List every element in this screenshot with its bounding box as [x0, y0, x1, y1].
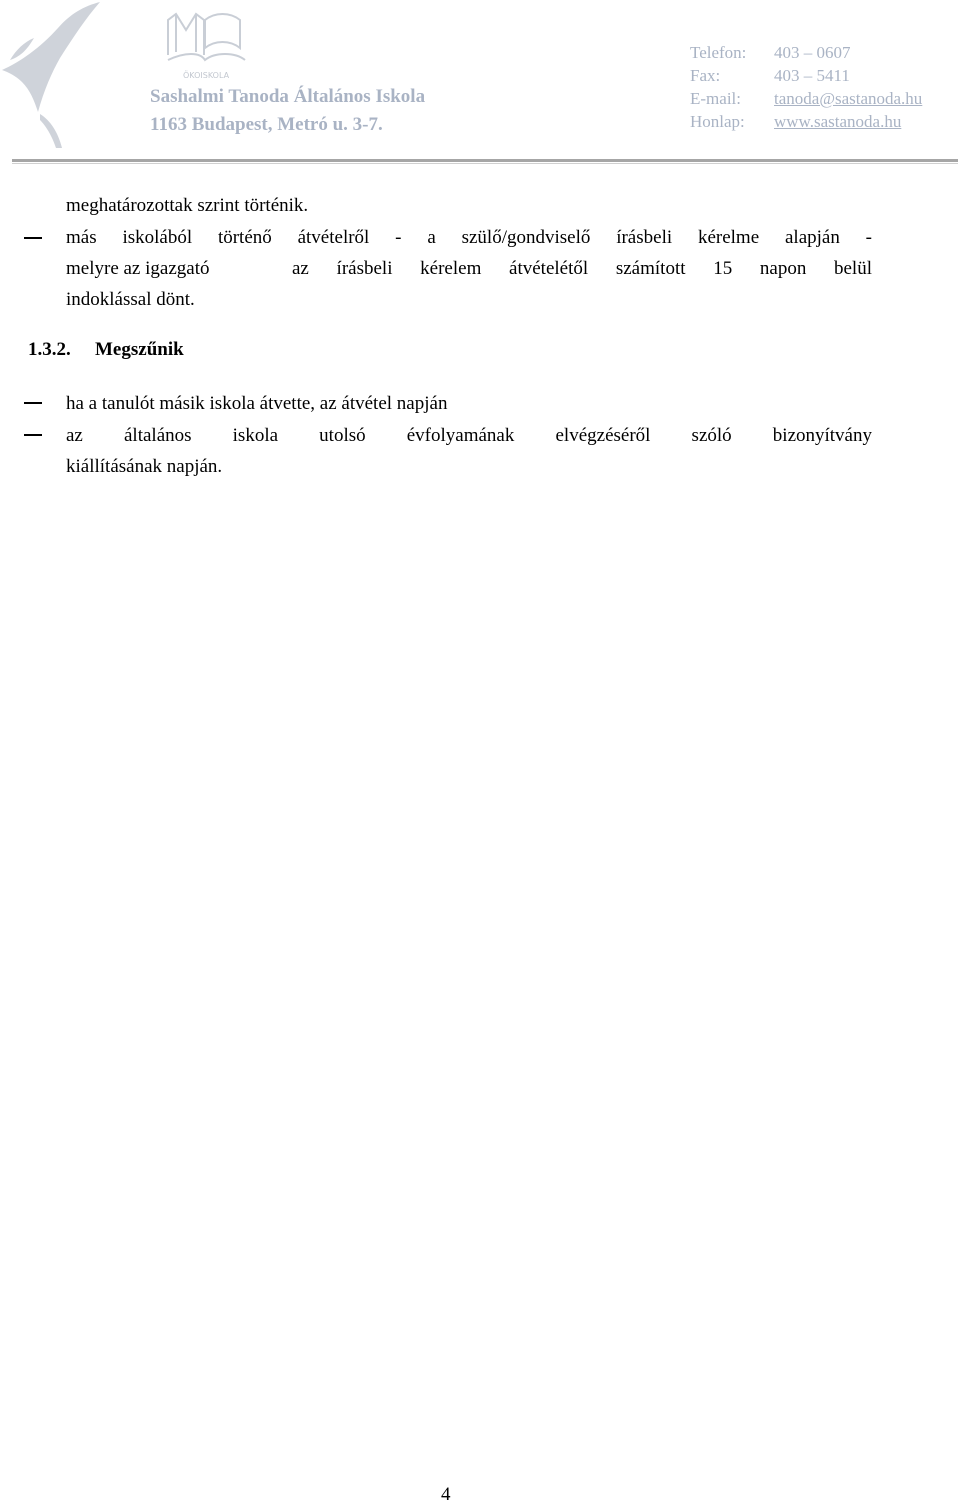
header-divider	[12, 159, 958, 162]
contact-value: 403 – 0607	[774, 43, 851, 62]
paragraph-line: más iskolából történő átvételről - a szülő/gondviselő írásbeli kérelme alapján -	[66, 227, 872, 248]
dash-bullet	[24, 434, 42, 436]
dash-bullet	[24, 402, 42, 404]
school-address: 1163 Budapest, Metró u. 3-7.	[150, 114, 383, 135]
contact-label: Fax:	[690, 66, 721, 85]
contact-website	[690, 110, 922, 133]
paragraph-line: melyre az igazgató	[66, 258, 210, 279]
dash-bullet	[24, 237, 42, 239]
swallow-bird-icon	[2, 2, 100, 148]
contact-fax	[690, 64, 922, 87]
contact-phone	[690, 41, 922, 64]
contact-email	[690, 87, 922, 110]
paragraph-line: indoklással dönt.	[66, 289, 195, 310]
section-number: 1.3.2.	[28, 339, 71, 360]
contact-label: Telefon:	[690, 43, 747, 62]
contact-label: E-mail:	[690, 89, 741, 108]
paragraph-line: meghatározottak szrint történik.	[66, 195, 309, 216]
open-book-icon	[168, 14, 245, 60]
page-number: 4	[441, 1484, 451, 1505]
contact-block	[690, 41, 922, 133]
paragraph-line: az írásbeli kérelem átvételétől számított 15 napon belül	[292, 258, 872, 279]
section-heading	[28, 339, 184, 361]
logo-text: ÖKOISKOLA	[183, 71, 230, 80]
paragraph-line: az általános iskola utolsó évfolyamának elvégzéséről szóló bizonyítvány	[66, 425, 872, 446]
website-link[interactable]: www.sastanoda.hu	[774, 112, 902, 131]
contact-label: Honlap:	[690, 112, 745, 131]
section-title: Megszűnik	[95, 339, 184, 360]
school-name: Sashalmi Tanoda Általános Iskola	[150, 86, 426, 107]
contact-value: 403 – 5411	[774, 66, 850, 85]
header-divider-thin	[12, 163, 958, 164]
email-link[interactable]: tanoda@sastanoda.hu	[774, 89, 923, 108]
paragraph-line: kiállításának napján.	[66, 456, 223, 477]
paragraph-line: ha a tanulót másik iskola átvette, az átvétel napján	[66, 393, 448, 414]
